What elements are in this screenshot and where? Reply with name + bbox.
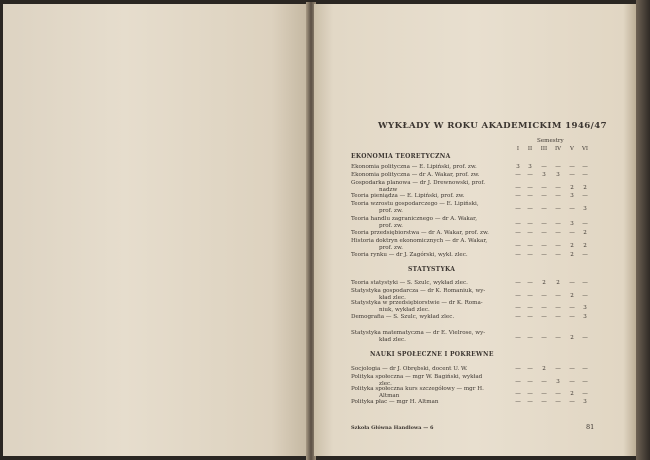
hours-cell: —: [527, 305, 533, 311]
lecture-text: Teoria rynku — dr J. Zagórski, wykł. zlec.: [351, 252, 468, 258]
hours-cell: —: [569, 164, 575, 170]
hours-cell: —: [555, 314, 561, 320]
footer-left: Szkoła Główna Handlowa — 6: [351, 425, 434, 431]
lecture-text: Teoria przedsiębiorstwa — dr A. Wakar, prof. zw.: [351, 230, 489, 236]
hours-cell: —: [555, 185, 561, 191]
lecture-text-continuation: nadzw: [379, 187, 398, 193]
hours-cell: —: [569, 399, 575, 405]
hours-cell: 2: [570, 391, 574, 397]
hours-cell: 2: [570, 335, 574, 341]
hours-cell: —: [555, 206, 561, 212]
section-heading: NAUKI SPOŁECZNE I POKREWNE: [370, 351, 494, 358]
hours-cell: —: [527, 280, 533, 286]
hours-cell: —: [527, 399, 533, 405]
lecture-text: Historia doktryn ekonomicznych — dr A. Wakar,: [351, 238, 488, 244]
hours-cell: —: [569, 379, 575, 385]
hours-cell: —: [527, 172, 533, 178]
hours-cell: —: [527, 252, 533, 258]
hours-cell: 3: [570, 193, 574, 199]
hours-cell: 2: [570, 243, 574, 249]
page-number: 81: [586, 423, 595, 431]
hours-cell: 3: [583, 399, 587, 405]
hours-cell: —: [541, 314, 547, 320]
section-heading: EKONOMIA TEORETYCZNA: [351, 153, 451, 160]
hours-cell: —: [541, 399, 547, 405]
page-edge: [636, 0, 650, 460]
lecture-text: Teoria wzrostu gospodarczego — E. Lipiński,: [351, 201, 479, 207]
hours-cell: —: [569, 230, 575, 236]
hours-cell: 2: [542, 366, 546, 372]
lecture-row: [351, 314, 601, 324]
lecture-row: [351, 399, 601, 409]
hours-cell: —: [515, 221, 521, 227]
hours-cell: —: [527, 366, 533, 372]
hours-cell: —: [569, 280, 575, 286]
hours-cell: —: [555, 305, 561, 311]
lecture-row: [351, 252, 601, 262]
lecture-text: Statystyka w przedsiębiorstwie — dr K. Roma-: [351, 300, 483, 306]
hours-cell: —: [541, 293, 547, 299]
hours-cell: 2: [583, 230, 587, 236]
hours-cell: —: [555, 252, 561, 258]
hours-cell: 2: [583, 185, 587, 191]
hours-cell: —: [555, 391, 561, 397]
hours-cell: 2: [570, 252, 574, 258]
lecture-text-continuation: kład zlec.: [379, 337, 406, 343]
hours-cell: —: [569, 206, 575, 212]
lecture-text: Statystyka gospodarcza — dr K. Romaniuk, wy-: [351, 288, 486, 294]
lecture-row: [351, 288, 601, 301]
hours-cell: —: [541, 185, 547, 191]
lecture-text-continuation: prof. zw.: [379, 208, 403, 214]
hours-cell: —: [527, 243, 533, 249]
semester-header: II: [527, 146, 533, 152]
lecture-row: [351, 216, 601, 229]
lecture-text-continuation: niuk, wykład zlec.: [379, 307, 430, 313]
hours-cell: —: [541, 164, 547, 170]
hours-cell: —: [527, 379, 533, 385]
hours-cell: —: [555, 164, 561, 170]
hours-cell: —: [582, 164, 588, 170]
hours-cell: 2: [570, 185, 574, 191]
hours-cell: —: [527, 193, 533, 199]
hours-cell: —: [527, 293, 533, 299]
hours-cell: 3: [570, 221, 574, 227]
hours-cell: —: [582, 172, 588, 178]
semester-header: IV: [554, 146, 562, 152]
lecture-text: Polityka społeczna — mgr W. Bagiński, wykład: [351, 374, 483, 380]
semester-header: III: [540, 146, 548, 152]
lecture-text: Polityka płac — mgr H. Altman: [351, 399, 439, 405]
section-heading: STATYSTYKA: [408, 266, 456, 273]
semesters-label: Semestry: [537, 138, 564, 144]
hours-cell: —: [515, 399, 521, 405]
hours-cell: —: [515, 230, 521, 236]
hours-cell: —: [569, 172, 575, 178]
lecture-row: [351, 386, 601, 399]
hours-cell: —: [515, 280, 521, 286]
lecture-text: Polityka społeczna kurs szczegółowy — mgr H.: [351, 386, 484, 392]
hours-cell: —: [569, 314, 575, 320]
lecture-text: Socjologia — dr J. Obrębski, docent U. W.: [351, 366, 468, 372]
hours-cell: —: [527, 221, 533, 227]
hours-cell: 2: [583, 243, 587, 249]
lecture-row: [351, 330, 601, 343]
hours-cell: —: [555, 230, 561, 236]
lecture-row: [351, 180, 601, 193]
hours-cell: 3: [583, 314, 587, 320]
semester-header: VI: [581, 146, 589, 152]
hours-cell: —: [555, 221, 561, 227]
lecture-text: Ekonomia polityczna — E. Lipiński, prof. zw.: [351, 164, 477, 170]
hours-cell: —: [582, 391, 588, 397]
hours-cell: —: [541, 206, 547, 212]
hours-cell: 2: [556, 280, 560, 286]
hours-cell: —: [541, 335, 547, 341]
hours-cell: —: [527, 391, 533, 397]
lecture-text: Teoria pieniądza — E. Lipiński, prof. zw.: [351, 193, 465, 199]
lecture-text-continuation: kład zlec.: [379, 295, 406, 301]
hours-cell: —: [515, 391, 521, 397]
lecture-row: [351, 374, 601, 387]
lecture-row: [351, 300, 601, 313]
hours-cell: —: [541, 391, 547, 397]
hours-cell: —: [515, 293, 521, 299]
hours-cell: 3: [542, 172, 546, 178]
lecture-text: Demografia — S. Szulc, wykład zlec.: [351, 314, 455, 320]
left-page: [3, 4, 308, 456]
lecture-row: [351, 238, 601, 251]
hours-cell: —: [527, 185, 533, 191]
hours-cell: —: [541, 252, 547, 258]
hours-cell: —: [515, 185, 521, 191]
hours-cell: 3: [516, 164, 520, 170]
lecture-text: Gospodarka planowa — dr J. Drewnowski, prof.: [351, 180, 485, 186]
lecture-text: Statystyka matematyczna — dr E. Vielrose, wy-: [351, 330, 486, 336]
lecture-text: Ekonomia polityczna — dr A. Wakar, prof. zw.: [351, 172, 480, 178]
hours-cell: —: [582, 379, 588, 385]
hours-cell: —: [527, 206, 533, 212]
hours-cell: —: [541, 193, 547, 199]
lecture-text-continuation: Altman: [379, 393, 400, 399]
hours-cell: 3: [556, 379, 560, 385]
hours-cell: —: [541, 305, 547, 311]
hours-cell: —: [582, 366, 588, 372]
hours-cell: —: [582, 280, 588, 286]
hours-cell: —: [515, 243, 521, 249]
hours-cell: —: [515, 193, 521, 199]
lecture-row: [351, 201, 601, 214]
hours-cell: —: [515, 252, 521, 258]
lecture-text-continuation: prof. zw.: [379, 245, 403, 251]
hours-cell: 3: [583, 206, 587, 212]
semester-header: I: [516, 146, 520, 152]
hours-cell: 2: [542, 280, 546, 286]
hours-cell: 3: [528, 164, 532, 170]
page-title: WYKŁADY W ROKU AKADEMICKIM 1946/47: [378, 121, 607, 131]
hours-cell: —: [527, 335, 533, 341]
lecture-text: Teoria handlu zagranicznego — dr A. Wakar,: [351, 216, 477, 222]
lecture-text-continuation: zlec.: [379, 381, 392, 387]
hours-cell: —: [515, 206, 521, 212]
hours-cell: —: [569, 366, 575, 372]
hours-cell: —: [582, 293, 588, 299]
hours-cell: 2: [570, 293, 574, 299]
hours-cell: —: [541, 243, 547, 249]
hours-cell: —: [527, 230, 533, 236]
hours-cell: —: [515, 305, 521, 311]
hours-cell: —: [541, 230, 547, 236]
hours-cell: —: [527, 314, 533, 320]
hours-cell: —: [555, 366, 561, 372]
hours-cell: —: [515, 379, 521, 385]
semester-header: V: [570, 146, 574, 152]
hours-cell: —: [515, 335, 521, 341]
hours-cell: —: [555, 193, 561, 199]
hours-cell: 3: [583, 305, 587, 311]
hours-cell: —: [541, 221, 547, 227]
hours-cell: —: [555, 335, 561, 341]
hours-cell: —: [555, 293, 561, 299]
lecture-text: Teoria statystyki — S. Szulc, wykład zlec.: [351, 280, 468, 286]
hours-cell: —: [582, 221, 588, 227]
hours-cell: 3: [556, 172, 560, 178]
hours-cell: —: [515, 366, 521, 372]
hours-cell: —: [555, 399, 561, 405]
hours-cell: —: [569, 305, 575, 311]
hours-cell: —: [515, 172, 521, 178]
hours-cell: —: [582, 193, 588, 199]
hours-cell: —: [541, 379, 547, 385]
hours-cell: —: [582, 335, 588, 341]
hours-cell: —: [515, 314, 521, 320]
hours-cell: —: [555, 243, 561, 249]
lecture-text-continuation: prof. zw.: [379, 223, 403, 229]
hours-cell: —: [582, 252, 588, 258]
